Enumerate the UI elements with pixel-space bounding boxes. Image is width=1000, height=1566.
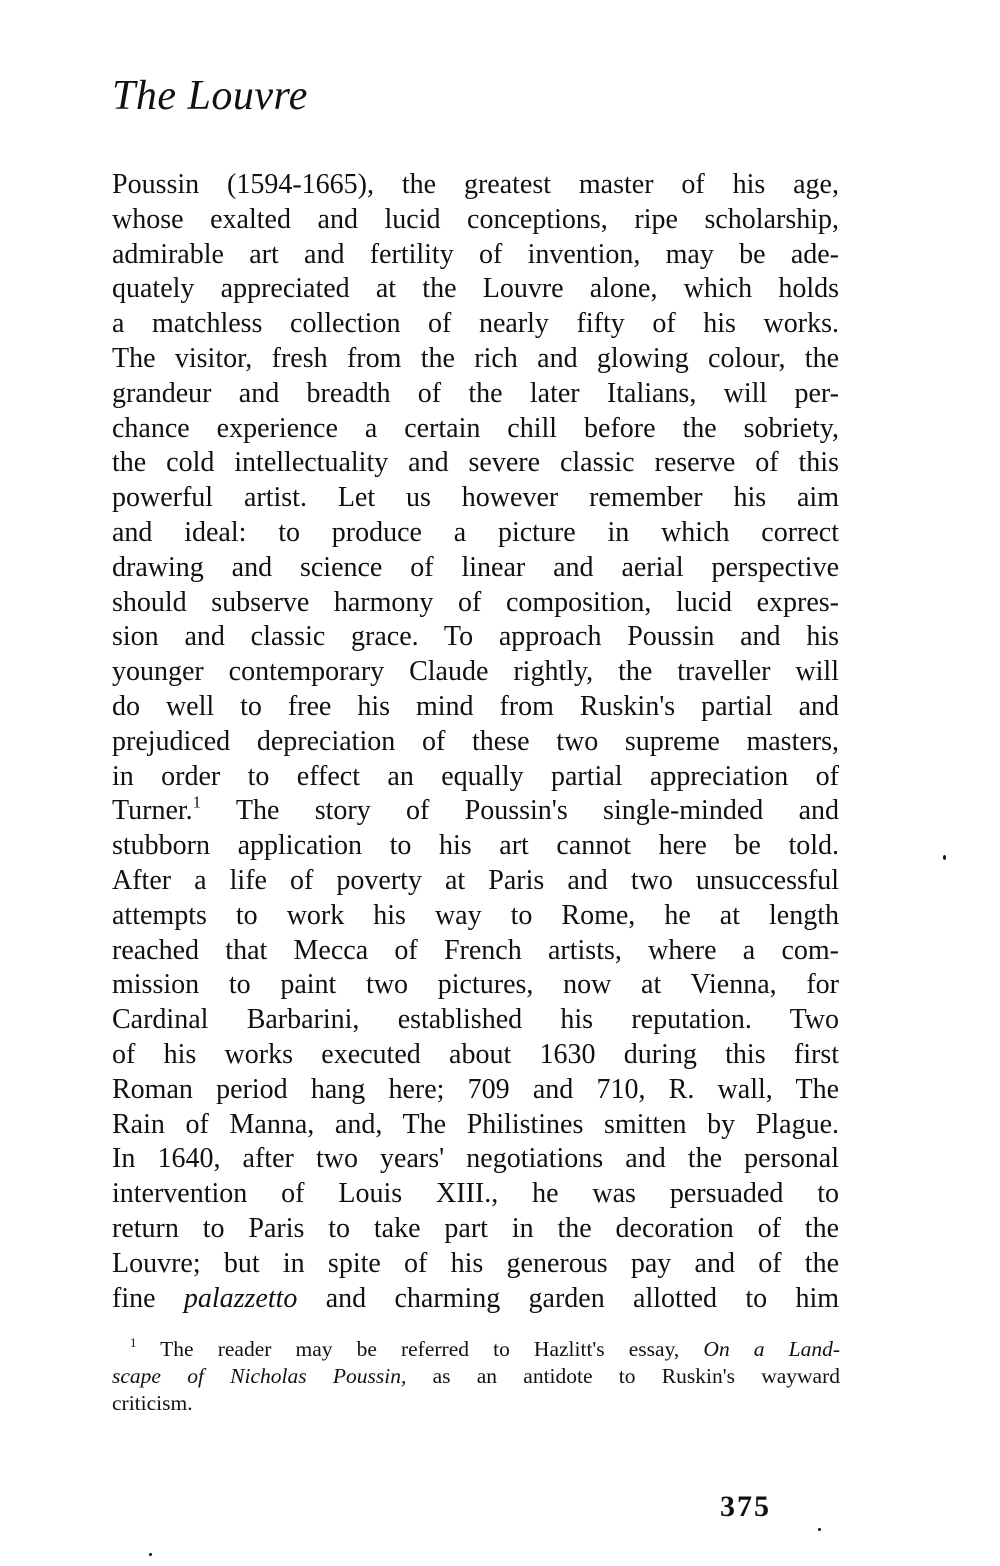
footnote-italic: On a Land- [703,1337,841,1361]
running-title: The Louvre [112,73,308,119]
fine-word: fine [112,1282,156,1314]
text-line: Cardinal Barbarini, established his reputation. Two [112,1004,839,1036]
text-line: should subserve harmony of composition, lucid expres- [112,586,839,618]
text-line: younger contemporary Claude rightly, the traveller will [112,656,839,688]
text-line: the cold intellectuality and severe classic reserve of this [112,447,839,479]
text-line-with-footnote-ref [112,794,839,829]
text-line-with-italic [112,1282,839,1317]
body-text [112,168,839,1316]
footnote-ref: 1 [192,792,202,812]
line-rest: and charming garden allotted to him [325,1282,840,1314]
footnote-line [112,1363,840,1390]
line-rest: The story of Poussin's single-minded and [235,795,839,827]
text-line: stubborn application to his art cannot here be told. [112,830,839,862]
text-line: The visitor, fresh from the rich and glowing colour, the [112,342,839,374]
print-speck [818,1528,821,1531]
text-line: Rain of Manna, and, The Philistines smitten by Plague. [112,1108,839,1140]
text-line: chance experience a certain chill before the sobriety, [112,412,839,444]
turner-word: Turner. [112,795,193,827]
text-line: in order to effect an equally partial appreciation of [112,760,839,792]
text-line: attempts to work his way to Rome, he at length [112,899,839,931]
print-speck [943,855,946,860]
text-line: After a life of poverty at Paris and two unsuccessful [112,864,839,896]
text-line: whose exalted and lucid conceptions, ripe scholarship, [112,203,839,235]
text-line: prejudiced depreciation of these two supreme masters, [112,725,839,757]
footnote-italic: scape of Nicholas Poussin, [112,1364,407,1388]
text-line: Louvre; but in spite of his generous pay and of the [112,1247,839,1279]
text-line: and ideal: to produce a picture in which correct [112,516,839,548]
text-line: In 1640, after two years' negotiations and the personal [112,1143,839,1175]
footnote-line: criticism. [112,1391,193,1415]
italic-word: palazzetto [183,1282,298,1314]
page-number: 375 [720,1490,771,1523]
text-line: a matchless collection of nearly fifty of his works. [112,308,839,340]
text-line: powerful artist. Let us however remember his aim [112,482,839,514]
text-line: quately appreciated at the Louvre alone, which holds [112,273,839,305]
footnote-text: The reader may be referred to Hazlitt's essay, [160,1337,680,1361]
text-line: return to Paris to take part in the decoration of the [112,1212,839,1244]
print-speck [149,1553,152,1556]
text-line: of his works executed about 1630 during this first [112,1038,839,1070]
text-line: mission to paint two pictures, now at Vienna, for [112,969,839,1001]
text-line: sion and classic grace. To approach Poussin and his [112,621,839,653]
text-line: grandeur and breadth of the later Italians, will per- [112,377,839,409]
text-line: intervention of Louis XIII., he was persuaded to [112,1178,839,1210]
text-line: drawing and science of linear and aerial perspective [112,551,839,583]
text-line: Roman period hang here; 709 and 710, R. wall, The [112,1073,839,1105]
text-line: reached that Mecca of French artists, where a com- [112,934,839,966]
footnote-line [130,1336,840,1363]
text-line: admirable art and fertility of invention, may be ade- [112,238,839,270]
text-line: do well to free his mind from Ruskin's partial and [112,690,839,722]
footnote-text: as an antidote to Ruskin's wayward [432,1364,840,1388]
text-line: Poussin (1594-1665), the greatest master of his age, [112,169,839,200]
footnote [112,1335,841,1417]
footnote-marker: 1 [130,1335,137,1350]
